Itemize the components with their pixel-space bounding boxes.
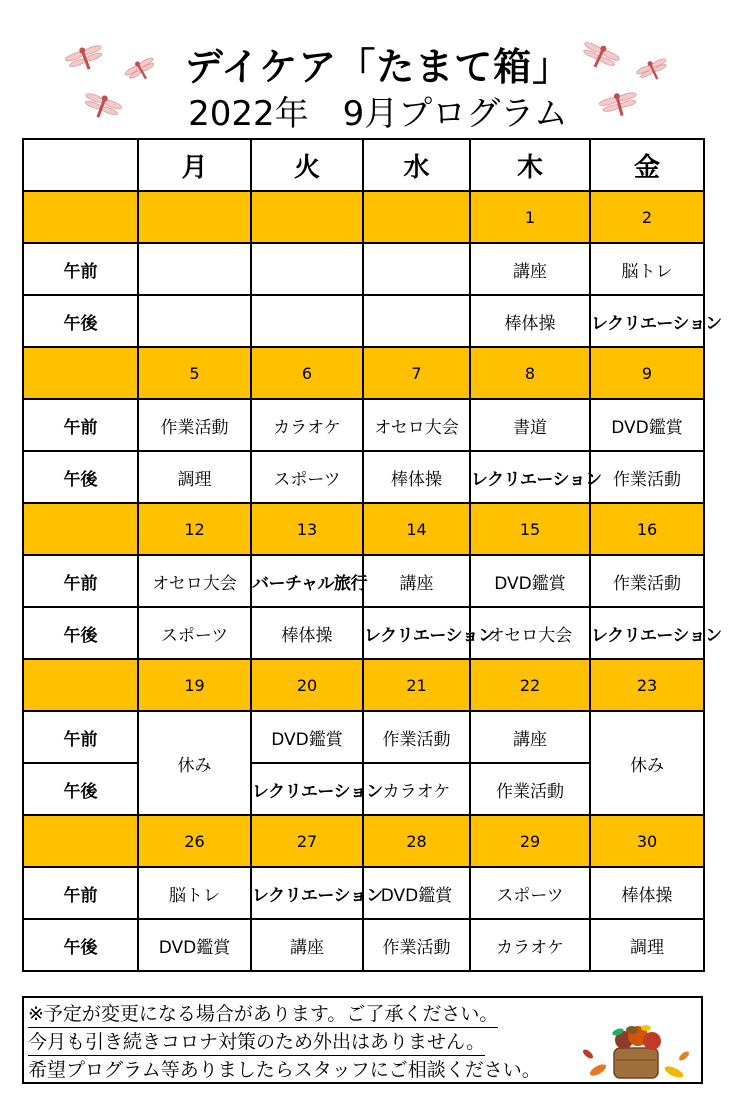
- am-row: [23, 399, 704, 451]
- title-line2: 2022年 9月プログラム: [188, 94, 568, 134]
- activity-cell: 講座: [470, 711, 590, 763]
- date-cell: 22: [470, 659, 590, 711]
- activity-cell: オセロ大会: [363, 399, 470, 451]
- activity-cell: DVD鑑賞: [590, 399, 704, 451]
- dragonfly-icon: [82, 92, 122, 120]
- date-label-cell: [23, 815, 138, 867]
- holiday-cell: 休み: [138, 711, 251, 815]
- activity-cell: 脳トレ: [138, 867, 251, 919]
- activity-cell: スポーツ: [138, 607, 251, 659]
- date-cell: 26: [138, 815, 251, 867]
- pm-row: [23, 919, 704, 971]
- date-cell: 9: [590, 347, 704, 399]
- date-row: [23, 347, 704, 399]
- activity-cell: レクリエーション: [590, 295, 704, 347]
- schedule-table: [22, 138, 722, 972]
- am-label: 午前: [23, 243, 138, 295]
- pm-label: 午後: [23, 607, 138, 659]
- activity-cell: 調理: [138, 451, 251, 503]
- date-row: [23, 815, 704, 867]
- pm-label: 午後: [23, 295, 138, 347]
- activity-cell: [138, 243, 251, 295]
- activity-cell: レクリエーション: [251, 867, 363, 919]
- weekday-wed: 水: [363, 139, 470, 191]
- date-cell: [251, 191, 363, 243]
- activity-cell: 作業活動: [470, 763, 590, 815]
- dragonfly-icon: [598, 90, 640, 118]
- activity-cell: [251, 295, 363, 347]
- activity-cell: 脳トレ: [590, 243, 704, 295]
- activity-cell: 作業活動: [590, 451, 704, 503]
- date-row: [23, 659, 704, 711]
- activity-cell: オセロ大会: [470, 607, 590, 659]
- activity-cell: DVD鑑賞: [138, 919, 251, 971]
- weekday-fri: 金: [590, 139, 704, 191]
- date-cell: 19: [138, 659, 251, 711]
- date-row: [23, 191, 704, 243]
- date-cell: 12: [138, 503, 251, 555]
- date-label-cell: [23, 191, 138, 243]
- activity-cell: 棒体操: [470, 295, 590, 347]
- date-cell: 20: [251, 659, 363, 711]
- am-label: 午前: [23, 711, 138, 763]
- holiday-cell: 休み: [590, 711, 704, 815]
- pm-label: 午後: [23, 763, 138, 815]
- activity-cell: スポーツ: [251, 451, 363, 503]
- date-cell: 5: [138, 347, 251, 399]
- date-cell: 30: [590, 815, 704, 867]
- date-cell: 21: [363, 659, 470, 711]
- dragonfly-icon: [636, 58, 670, 82]
- activity-cell: DVD鑑賞: [363, 867, 470, 919]
- note-line: ※予定が変更になる場合があります。ご了承ください。: [28, 1001, 498, 1028]
- am-row: [23, 867, 704, 919]
- date-cell: 27: [251, 815, 363, 867]
- am-row: [23, 243, 704, 295]
- activity-cell: [363, 295, 470, 347]
- date-label-cell: [23, 347, 138, 399]
- activity-cell: 作業活動: [590, 555, 704, 607]
- pm-row: [23, 451, 704, 503]
- date-cell: 7: [363, 347, 470, 399]
- activity-cell: 講座: [363, 555, 470, 607]
- activity-cell: スポーツ: [470, 867, 590, 919]
- activity-cell: DVD鑑賞: [470, 555, 590, 607]
- activity-cell: 講座: [251, 919, 363, 971]
- pm-label: 午後: [23, 919, 138, 971]
- am-label: 午前: [23, 555, 138, 607]
- activity-cell: 棒体操: [363, 451, 470, 503]
- corner-cell: [23, 139, 138, 191]
- dragonfly-icon: [124, 58, 158, 82]
- activity-cell: レクリエーション: [251, 763, 363, 815]
- am-row: [23, 711, 704, 763]
- activity-cell: 書道: [470, 399, 590, 451]
- activity-cell: 作業活動: [138, 399, 251, 451]
- activity-cell: カラオケ: [363, 763, 470, 815]
- weekday-mon: 月: [138, 139, 251, 191]
- activity-cell: 棒体操: [251, 607, 363, 659]
- dragonfly-icon: [64, 44, 106, 72]
- activity-cell: 作業活動: [363, 919, 470, 971]
- date-label-cell: [23, 503, 138, 555]
- activity-cell: バーチャル旅行: [251, 555, 363, 607]
- date-cell: 6: [251, 347, 363, 399]
- date-cell: 13: [251, 503, 363, 555]
- date-cell: 28: [363, 815, 470, 867]
- dragonfly-icon: [580, 42, 620, 70]
- activity-cell: カラオケ: [251, 399, 363, 451]
- title-line1: デイケア「たまて箱」: [184, 45, 572, 89]
- weekday-tue: 火: [251, 139, 363, 191]
- weekday-header-row: [23, 139, 704, 191]
- activity-cell: 講座: [470, 243, 590, 295]
- date-cell: 15: [470, 503, 590, 555]
- date-cell: [138, 191, 251, 243]
- date-cell: 16: [590, 503, 704, 555]
- date-cell: 29: [470, 815, 590, 867]
- date-cell: 2: [590, 191, 704, 243]
- activity-cell: [251, 243, 363, 295]
- activity-cell: カラオケ: [470, 919, 590, 971]
- activity-cell: レクリエーション: [590, 607, 704, 659]
- am-label: 午前: [23, 399, 138, 451]
- am-label: 午前: [23, 867, 138, 919]
- activity-cell: レクリエーション: [363, 607, 470, 659]
- pm-row: [23, 295, 704, 347]
- pm-row: [23, 607, 704, 659]
- activity-cell: レクリエーション: [470, 451, 590, 503]
- date-cell: 14: [363, 503, 470, 555]
- activity-cell: オセロ大会: [138, 555, 251, 607]
- date-label-cell: [23, 659, 138, 711]
- date-cell: 8: [470, 347, 590, 399]
- activity-cell: 棒体操: [590, 867, 704, 919]
- activity-cell: DVD鑑賞: [251, 711, 363, 763]
- activity-cell: [363, 243, 470, 295]
- activity-cell: 作業活動: [363, 711, 470, 763]
- note-line: 希望プログラム等ありましたらスタッフにご相談ください。: [28, 1057, 541, 1084]
- autumn-basket-icon: [576, 1014, 694, 1084]
- am-row: [23, 555, 704, 607]
- note-line: 今月も引き続きコロナ対策のため外出はありません。: [28, 1029, 485, 1056]
- date-cell: [363, 191, 470, 243]
- pm-label: 午後: [23, 451, 138, 503]
- activity-cell: [138, 295, 251, 347]
- weekday-thu: 木: [470, 139, 590, 191]
- date-cell: 23: [590, 659, 704, 711]
- date-row: [23, 503, 704, 555]
- activity-cell: 調理: [590, 919, 704, 971]
- date-cell: 1: [470, 191, 590, 243]
